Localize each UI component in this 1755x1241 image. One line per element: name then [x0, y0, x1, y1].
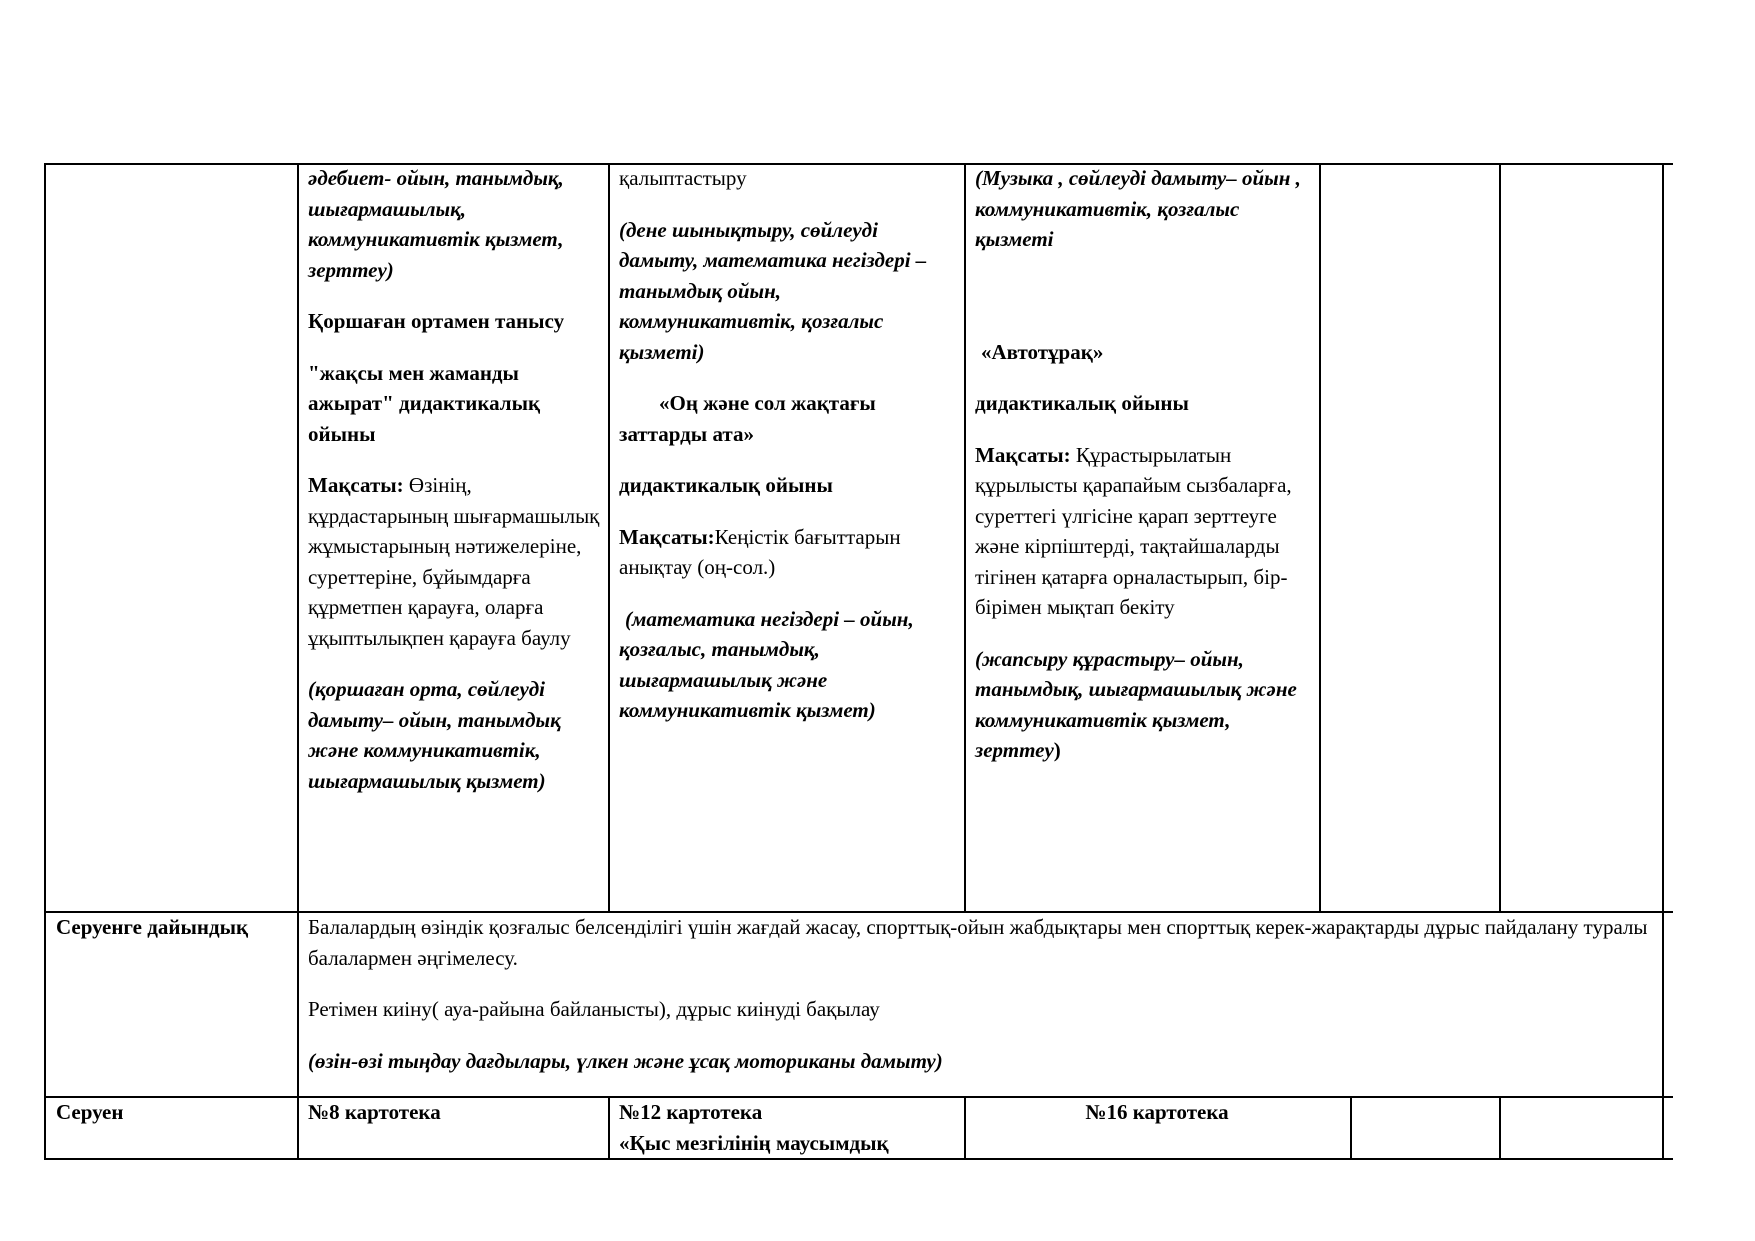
row1-col4-heading2: дидактикалық ойыны — [975, 391, 1189, 415]
row1-col2-note: (қоршаған орта, сөйлеуді дамыту– ойын, танымдық және коммуникативтік, шығармашылық қызмет) — [308, 677, 561, 793]
row1-col2-cell — [308, 163, 600, 796]
row1-col3-goal-label: Мақсаты: — [619, 524, 715, 549]
row3-col2-text: №8 картотека — [308, 1100, 441, 1124]
row2-p3: (өзін-өзі тыңдау дағдылары, үлкен және ұсақ моториканы дамыту) — [308, 1048, 943, 1073]
col-divider-3-row1 — [964, 163, 966, 912]
row3-col3-line1: №12 картотека — [619, 1100, 763, 1124]
row1-col3-cell — [619, 163, 955, 726]
row3-label-cell — [56, 1097, 292, 1128]
col-divider-4-row3 — [1350, 1096, 1352, 1159]
row1-col4-note1: (Музыка , сөйлеуді дамыту– ойын , коммуникативтік, қозғалыс қызметі — [975, 166, 1301, 251]
row3-col3-line2: «Қыс мезгілінің маусымдық — [619, 1130, 889, 1155]
table-right-border — [1662, 163, 1664, 1159]
row1-col2-goal-text: Өзінің, құрдастарының шығармашылық жұмыстарының нәтижелеріне, суреттеріне, бұйымдарға құрметпен қарауға, оларға ұқыптылықпен қарауға баулу — [308, 473, 600, 650]
row1-col3-heading2: дидактикалық ойыны — [619, 473, 833, 497]
col-divider-2-row3 — [608, 1096, 610, 1159]
row1-col3-goal — [619, 522, 955, 583]
col-divider-5-row3 — [1499, 1096, 1501, 1159]
row3-col3-cell — [619, 1097, 955, 1158]
row3-col4-cell — [975, 1097, 1339, 1128]
row3-col2-cell — [308, 1097, 600, 1128]
row1-col4-note2 — [975, 644, 1305, 766]
row2-p1: Балалардың өзіндік қозғалыс белсенділігі үшін жағдай жасау, спорттық-ойын жабдықтары мен спорттық керек-жарақтарды дұрыс пайдалану туралы балалармен әңгімелесу. — [308, 915, 1648, 970]
col-divider-1 — [297, 163, 299, 1159]
row1-col4-goal — [975, 440, 1305, 623]
table-bottom-border — [44, 1158, 1673, 1160]
row1-col4-goal-label: Мақсаты: — [975, 442, 1071, 467]
row1-col4-note2-tail: ) — [1053, 738, 1061, 762]
row1-col2-goal — [308, 470, 600, 653]
col-divider-2-row1 — [608, 163, 610, 912]
col-divider-4-row1 — [1319, 163, 1321, 912]
row1-col4-heading1: «Автотұрақ» — [981, 339, 1104, 364]
col-divider-5-row1 — [1499, 163, 1501, 912]
row2-label: Серуенге дайындық — [56, 915, 249, 939]
row1-col3-note2: (математика негіздері – ойын, қозғалыс, танымдық, шығармашылық және коммуникативтік қызмет) — [619, 606, 914, 722]
row3-label: Серуен — [56, 1100, 124, 1124]
row1-col2-goal-label: Мақсаты: — [308, 473, 404, 497]
row2-label-cell — [56, 912, 292, 943]
row2-p2: Ретімен киіну( ауа-райына байланысты), дұрыс киінуді бақылау — [308, 997, 880, 1021]
row1-col3-goal-text: Кеңістік бағыттарын анықтау (оң-сол.) — [619, 524, 901, 579]
row1-col3-heading1: «Оң және сол жақтағы заттарды ата» — [619, 391, 876, 446]
row1-col4-note2-text: (жапсыру құрастыру– ойын, танымдық, шығармашылық және коммуникативтік қызмет, зерттеу — [975, 646, 1297, 762]
row1-col4-cell — [975, 163, 1305, 766]
row1-col2-text1: әдебиет- ойын, танымдық, шығармашылық, коммуникативтік қызмет, зерттеу) — [308, 166, 564, 282]
row1-col4-goal-text: Құрастырылатын құрылысты қарапайым сызбаларға, суреттегі үлгісіне қарап зерттеуге және кірпіштерді, тақтайшаларды тігінен қатарға орналастырып, бір-бірімен мықтап бекіту — [975, 442, 1292, 619]
row1-col2-heading2: "жақсы мен жаманды ажырат" дидактикалық ойыны — [308, 360, 541, 446]
table-left-border — [44, 163, 46, 1159]
row1-col3-note1: (дене шынықтыру, сөйлеуді дамыту, математика негіздері – танымдық ойын, коммуникативтік, қозғалыс қызметі) — [619, 217, 927, 364]
row1-col2-heading1: Қоршаған ортамен танысу — [308, 309, 565, 333]
row1-col3-text1: қалыптастыру — [619, 166, 747, 190]
row2-content-cell — [308, 912, 1658, 1076]
col-divider-3-row3 — [964, 1096, 966, 1159]
row3-col4-text: №16 картотека — [1085, 1100, 1229, 1124]
